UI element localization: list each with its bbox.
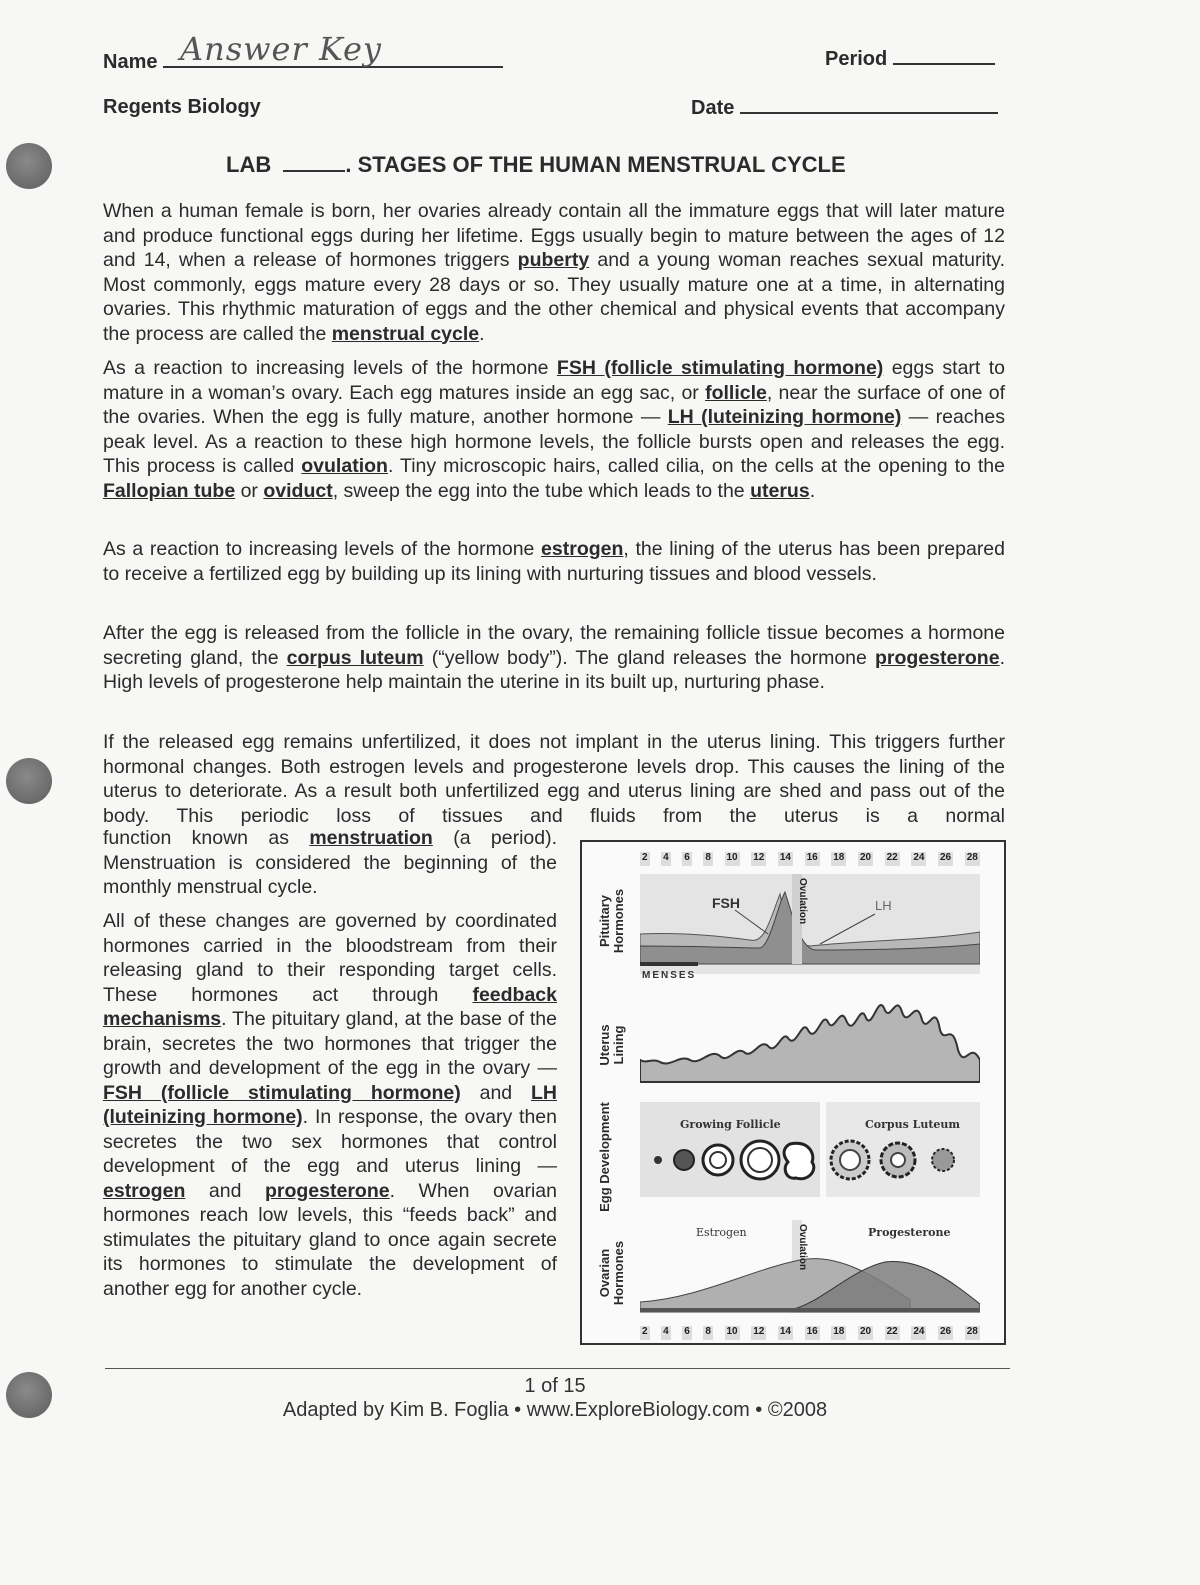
keyword: FSH (follicle stimulating hormone) xyxy=(556,357,884,379)
text-run: and xyxy=(460,1081,531,1104)
day-tick: 24 xyxy=(911,1326,926,1340)
period-line xyxy=(893,45,995,65)
ovarian-hormones-panel xyxy=(640,1220,980,1320)
day-tick: 20 xyxy=(858,1326,873,1340)
paragraph-estrogen xyxy=(103,537,1005,586)
text-run: and xyxy=(185,1179,265,1202)
menses-label: MENSES xyxy=(642,970,697,981)
paragraph-menstruation xyxy=(103,826,557,900)
text-run: After the egg is released from the follicle in the ovary, the remaining follicle tissue becomes a hormone secreting gland, the xyxy=(103,622,1005,669)
day-tick: 12 xyxy=(751,852,766,866)
ovulation-label-top: Ovulation xyxy=(797,878,808,925)
day-tick: 16 xyxy=(805,1326,820,1340)
keyword: oviduct xyxy=(263,479,333,502)
page-number: 1 of 15 xyxy=(524,1375,586,1397)
day-tick: 2 xyxy=(640,852,650,866)
day-tick: 26 xyxy=(938,1326,953,1340)
text-run: When a human female is born, her ovaries already contain all the immature eggs that will later mature and produce functional eggs during her lifetime. Eggs usually begin to mature between the ages of 12 and 14, when a release of hormones triggers xyxy=(103,200,1005,271)
day-scale-bottom xyxy=(640,1326,980,1340)
day-tick: 22 xyxy=(885,1326,900,1340)
row-label-egg: Egg Development xyxy=(597,1102,612,1212)
uterus-lining-panel xyxy=(640,990,980,1090)
text-run: . xyxy=(809,479,816,502)
binder-hole-middle xyxy=(6,758,52,804)
corpus-luteum-label: Corpus Luteum xyxy=(865,1118,961,1131)
keyword: LH (luteinizing hormone) xyxy=(103,1081,557,1128)
follicle-stage-1 xyxy=(654,1156,662,1164)
period-label: Period xyxy=(825,48,888,70)
day-tick: 12 xyxy=(751,1326,766,1340)
day-tick: 10 xyxy=(725,1326,740,1340)
footer-credit: Adapted by Kim B. Foglia • www.ExploreBiology.com • ©2008 xyxy=(282,1399,828,1421)
keyword: puberty xyxy=(517,249,590,271)
keyword: menstrual cycle xyxy=(331,322,480,345)
growing-follicle-label: Growing Follicle xyxy=(680,1118,781,1131)
row-label-pituitary: Pituitary Hormones xyxy=(597,888,626,954)
paragraph-corpus-luteum xyxy=(103,621,1005,695)
day-tick: 10 xyxy=(725,852,740,866)
text-run: eggs start to mature in a woman’s ovary. Each egg matures inside an egg sac, or xyxy=(103,357,1005,404)
day-tick: 18 xyxy=(831,852,846,866)
page-title xyxy=(226,152,926,178)
day-tick: 2 xyxy=(640,1326,650,1340)
day-tick: 14 xyxy=(778,1326,793,1340)
egg-development-panel xyxy=(640,1100,980,1210)
paragraph-feedback xyxy=(103,909,557,1301)
keyword: follicle xyxy=(705,381,767,404)
day-tick: 26 xyxy=(938,852,953,866)
row-label-uterus: Uterus Lining xyxy=(597,1024,626,1066)
estrogen-label: Estrogen xyxy=(696,1226,747,1239)
title-text: . STAGES OF THE HUMAN MENSTRUAL CYCLE xyxy=(345,152,846,177)
text-run: All of these changes are governed by coordinated hormones carried in the bloodstream from their releasing gland to their responding target cells. These hormones act through xyxy=(103,910,557,1006)
keyword: Fallopian tube xyxy=(103,479,236,502)
day-tick: 8 xyxy=(703,1326,713,1340)
day-tick: 18 xyxy=(831,1326,846,1340)
keyword: corpus luteum xyxy=(286,646,424,669)
period-field xyxy=(825,45,995,71)
day-tick: 16 xyxy=(805,852,820,866)
day-tick: 14 xyxy=(778,852,793,866)
text-run: . In response, the ovary then secretes the two sex hormones that control development of the egg and uterus lining — xyxy=(103,1106,557,1177)
day-tick: 20 xyxy=(858,852,873,866)
uterus-lining-shape xyxy=(640,1005,980,1082)
date-line xyxy=(740,94,998,114)
text-run: function known as xyxy=(103,827,310,849)
text-run: As a reaction to increasing levels of the hormone xyxy=(103,357,557,379)
keyword: uterus xyxy=(750,479,810,502)
day-tick: 8 xyxy=(703,852,713,866)
day-tick: 28 xyxy=(965,1326,980,1340)
text-run: . xyxy=(479,322,485,345)
day-tick: 24 xyxy=(911,852,926,866)
progesterone-label: Progesterone xyxy=(868,1226,951,1239)
ovulation-label-bottom: Ovulation xyxy=(797,1224,808,1271)
text-run: If the released egg remains unfertilized, it does not implant in the uterus lining. This triggers further hormonal changes. Both estrogen levels and progesterone levels drop. This causes the lining of the uterus to deteriorate. As a result both unfertilized egg and uterus lining are shed and pass out of the body. This periodic loss of tissues and fluids from the uterus is a normal xyxy=(103,731,1005,827)
paragraph-unfertilized xyxy=(103,730,1005,828)
day-tick: 4 xyxy=(661,852,671,866)
row-label-ovarian: Ovarian Hormones xyxy=(597,1240,626,1306)
keyword: menstruation xyxy=(309,827,433,849)
text-run: , near the surface of one of the ovaries. When the egg is fully mature, another hormone — xyxy=(103,381,1005,428)
paragraph-fsh xyxy=(103,356,1005,503)
keyword: FSH (follicle stimulating hormone) xyxy=(103,1081,461,1104)
fsh-label: FSH xyxy=(712,895,740,911)
follicle-stage-4 xyxy=(741,1141,779,1179)
paragraph-intro xyxy=(103,199,1005,346)
text-run: or xyxy=(235,479,264,502)
keyword: feedback mechanisms xyxy=(103,983,557,1030)
text-run: . The pituitary gland, at the base of the brain, secretes the two hormones that trigger the growth and development of the egg in the ovary — xyxy=(103,1008,557,1079)
binder-hole-top xyxy=(6,143,52,189)
pituitary-hormones-panel xyxy=(640,874,980,984)
date-field xyxy=(691,94,998,120)
date-label: Date xyxy=(691,97,735,119)
menstrual-cycle-figure xyxy=(580,840,1006,1345)
text-run: . Tiny microscopic hairs, called cilia, on the cells at the opening to the xyxy=(387,455,1005,477)
lab-number-line xyxy=(283,152,345,172)
day-scale-top xyxy=(640,852,980,866)
text-run: As a reaction to increasing levels of the hormone xyxy=(103,538,542,560)
text-run: , the lining of the uterus has been prepared to receive a fertilized egg by building up its lining with nurturing tissues and blood vessels. xyxy=(103,538,1005,585)
ruptured-follicle xyxy=(784,1143,814,1178)
text-run: (a period). Menstruation is considered the beginning of the monthly menstrual cycle. xyxy=(103,827,558,898)
keyword: LH (luteinizing hormone) xyxy=(667,406,902,428)
day-tick: 6 xyxy=(682,852,692,866)
keyword: estrogen xyxy=(541,538,624,560)
day-tick: 4 xyxy=(661,1326,671,1340)
lh-label: LH xyxy=(875,898,892,913)
keyword: progesterone xyxy=(874,646,1000,669)
footer-divider xyxy=(105,1368,1010,1369)
corpus-luteum-3 xyxy=(932,1149,954,1171)
text-run: (“yellow body”). The gland releases the hormone xyxy=(423,646,875,669)
day-tick: 28 xyxy=(965,852,980,866)
keyword: ovulation xyxy=(301,455,388,477)
course-name: Regents Biology xyxy=(103,96,261,118)
text-run: , sweep the egg into the tube which leads to the xyxy=(332,479,751,502)
text-run: . When ovarian hormones reach low levels, this “feeds back” and stimulates the pituitary gland to once again secrete its hormones to stimulate the development of another egg for another cycle. xyxy=(103,1179,557,1300)
follicle-stage-3 xyxy=(703,1145,733,1175)
name-label: Name xyxy=(103,51,158,73)
text-run: and a young woman reaches sexual maturity. Most commonly, eggs mature every 28 days or so. They usually mature one at a time, in alternating ovaries. This rhythmic maturation of eggs and the other chemical and physical events that accompany the process are called the xyxy=(103,249,1005,345)
follicle-stage-2 xyxy=(674,1150,694,1170)
keyword: estrogen xyxy=(103,1179,186,1202)
day-tick: 6 xyxy=(682,1326,692,1340)
day-tick: 22 xyxy=(885,852,900,866)
name-handwritten: Answer Key xyxy=(180,30,382,68)
lab-label: LAB xyxy=(226,152,272,177)
text-run: — reaches peak level. As a reaction to these high hormone levels, the follicle bursts open and releases the egg. This process is called xyxy=(103,406,1006,477)
text-run: . High levels of progesterone help maintain the uterine in its built up, nurturing phase. xyxy=(103,646,1005,693)
keyword: progesterone xyxy=(264,1179,390,1202)
